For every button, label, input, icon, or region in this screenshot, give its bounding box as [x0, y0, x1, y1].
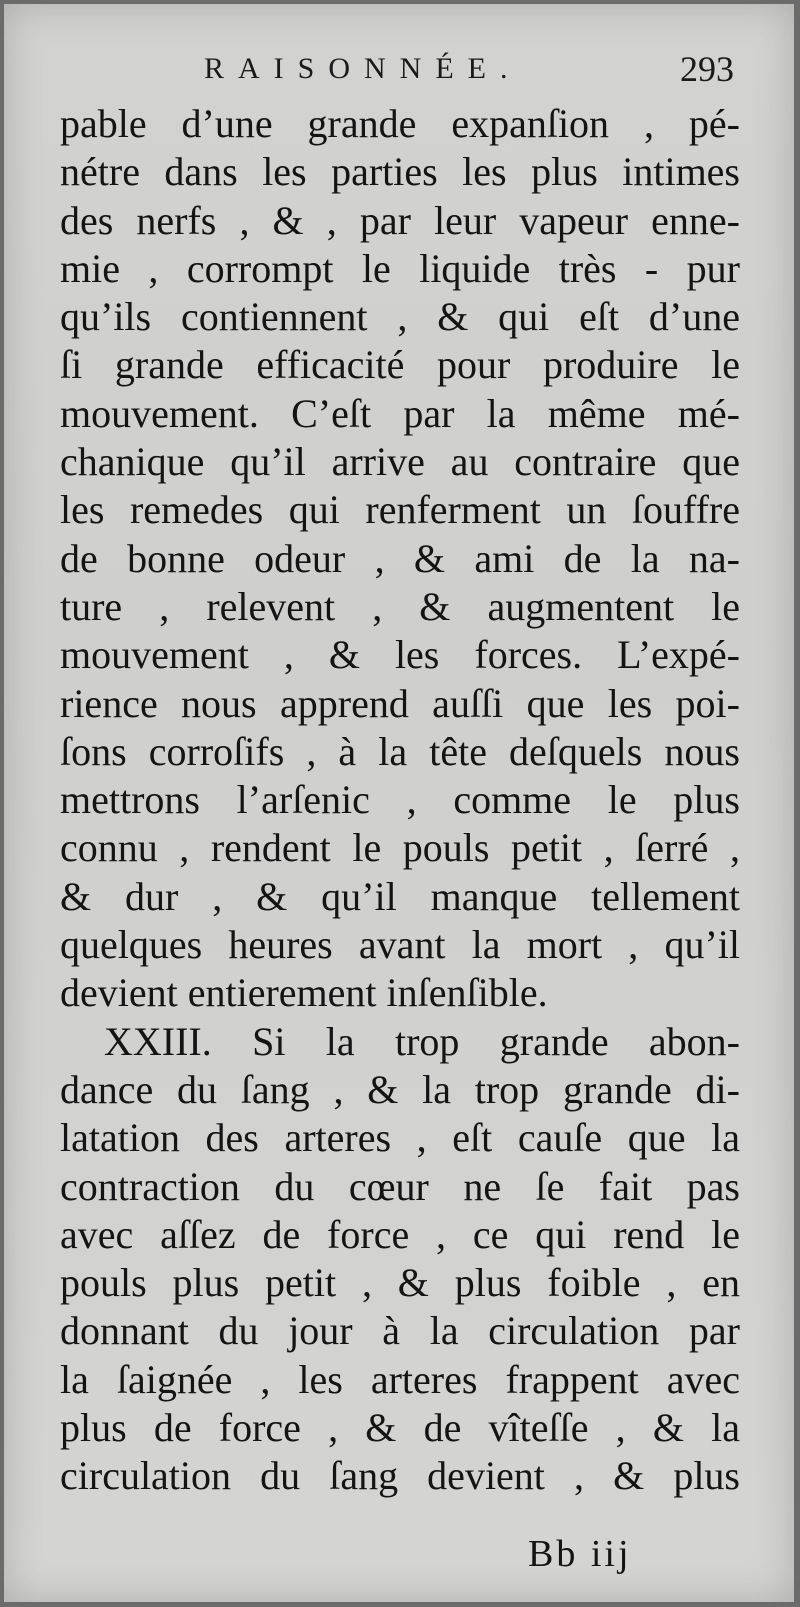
text-line: circulation du ſang devient , & plus	[60, 1453, 740, 1499]
text-line: pouls plus petit , & plus foible , en	[60, 1260, 740, 1306]
text-line: la ſaignée , les arteres frappent avec	[60, 1356, 740, 1402]
body-text	[60, 100, 740, 1501]
text-line: les remedes qui renferment un ſouffre	[60, 487, 740, 533]
text-line: de bonne odeur , & ami de la na-	[60, 535, 740, 581]
text-line: mie , corrompt le liquide très - pur	[60, 245, 740, 291]
text-line: dance du ſang , & la trop grande di-	[60, 1066, 740, 1112]
signature-mark: Bb iij	[528, 1533, 632, 1575]
running-title: RAISONNÉE.	[204, 52, 522, 85]
text-line: quelques heures avant la mort , qu’il	[60, 922, 740, 968]
text-line: mouvement. C’eſt par la même mé-	[60, 390, 740, 436]
text-line: ſons corroſifs , à la tête deſquels nous	[60, 728, 740, 774]
page-number: 293	[680, 49, 734, 89]
text-line: plus de force , & de vîteſſe , & la	[60, 1405, 740, 1451]
text-line: qu’ils contiennent , & qui eſt d’une	[60, 294, 740, 340]
text-line: mettrons l’arſenic , comme le plus	[60, 777, 740, 823]
text-line: pable d’une grande expanſion , pé-	[60, 101, 740, 146]
section-start-line: XXIII. Si la trop grande abon-	[104, 1018, 740, 1064]
text-line: ture , relevent , & augmentent le	[60, 583, 740, 629]
text-line: avec aſſez de force , ce qui rend le	[60, 1211, 740, 1257]
text-line: connu , rendent le pouls petit , ſerré ,	[60, 825, 740, 871]
text-line: contraction du cœur ne ſe fait pas	[60, 1163, 740, 1209]
paragraph-end-line: devient entierement inſenſible.	[60, 970, 548, 1016]
text-line: latation des arteres , eſt cauſe que la	[60, 1115, 740, 1161]
text-line: & dur , & qu’il manque tellement	[60, 873, 740, 919]
text-line: donnant du jour à la circulation par	[60, 1308, 740, 1354]
text-line: des nerfs , & , par leur vapeur enne-	[60, 197, 740, 243]
text-line: mouvement , & les forces. L’expé-	[60, 632, 740, 678]
text-line: ſi grande efficacité pour produire le	[60, 342, 740, 388]
text-line: nétre dans les parties les plus intimes	[60, 149, 740, 195]
running-head	[4, 49, 794, 102]
text-line: rience nous apprend auſſi que les poi-	[60, 680, 740, 726]
text-line: chanique qu’il arrive au contraire que	[60, 439, 740, 485]
book-page	[4, 4, 794, 1602]
